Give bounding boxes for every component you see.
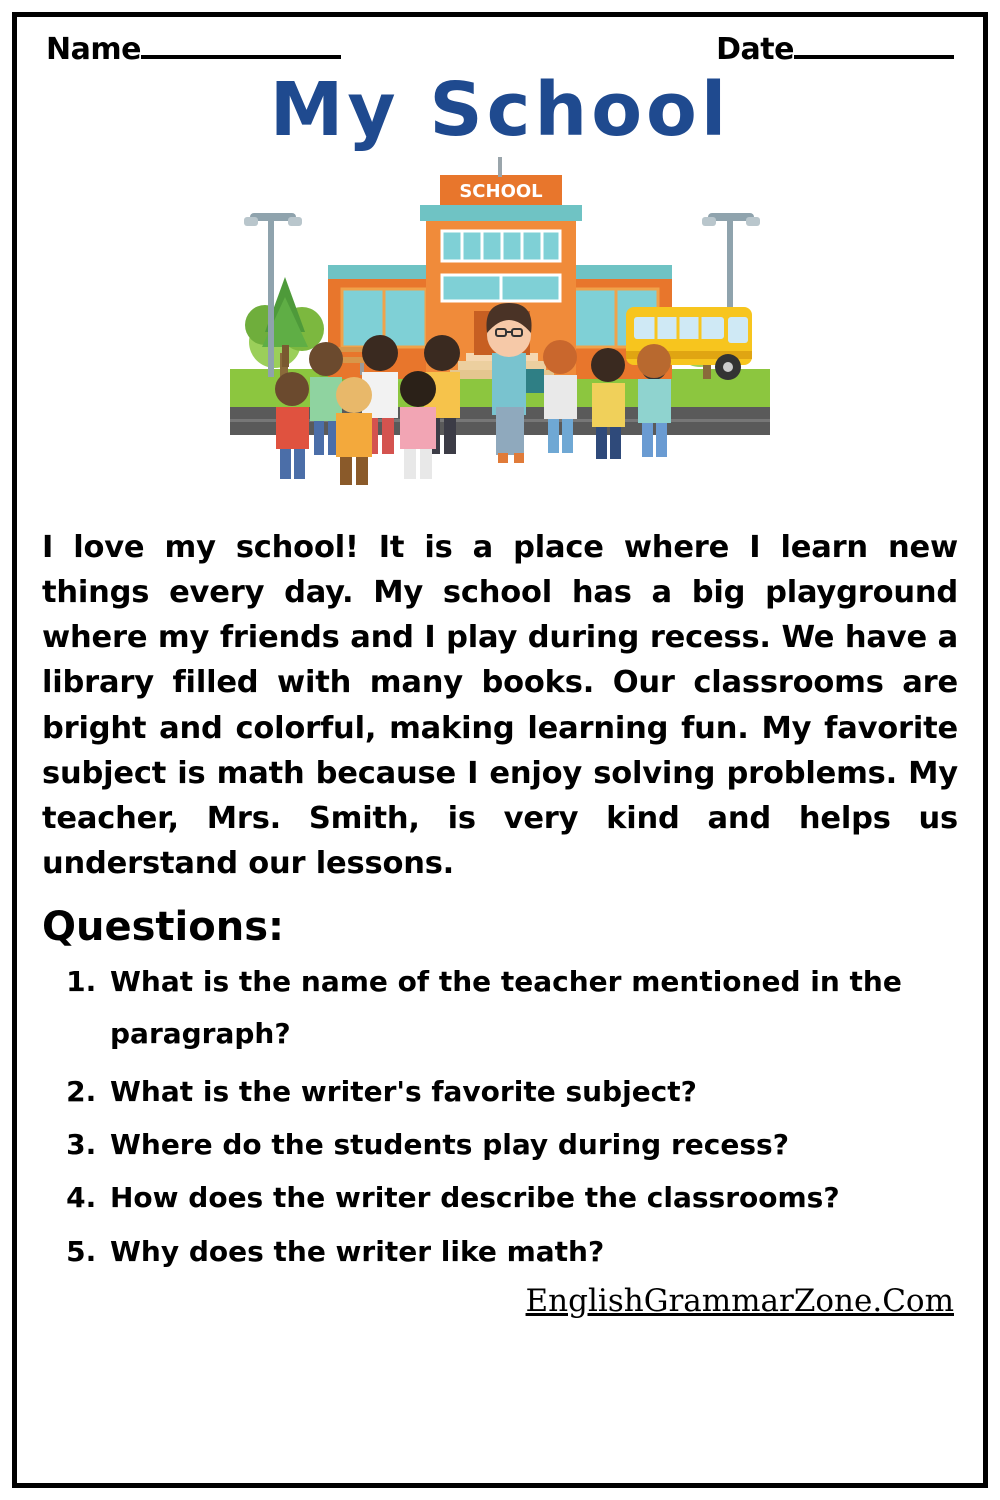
list-item: 2. What is the writer's favorite subject? xyxy=(106,1070,960,1113)
reading-paragraph: I love my school! It is a place where I learn new things every day. My school has a big playground where my friends and I play during recess. We have a library filled with many books. Our classrooms are bright and colorful, making learning fun. My favorite subject is math because I enjoy solving problems. My teacher, Mrs. Smith, is very kind and helps us understand our lessons. xyxy=(42,530,958,881)
name-blank-line[interactable] xyxy=(141,35,341,59)
list-item: 5. Why does the writer like math? xyxy=(106,1230,960,1273)
date-label: Date xyxy=(716,32,794,67)
name-label: Name xyxy=(46,32,141,67)
date-field[interactable] xyxy=(716,32,954,67)
page-content xyxy=(10,10,990,1490)
school-illustration xyxy=(230,157,770,517)
student-group-front xyxy=(275,371,436,485)
list-item: 1. What is the name of the teacher mentioned in the paragraph? xyxy=(106,956,960,1060)
site-footer[interactable]: EnglishGrammarZone.Com xyxy=(525,1283,954,1320)
list-item: 4. How does the writer describe the classrooms? xyxy=(106,1176,960,1219)
page-title: My School xyxy=(269,67,731,153)
date-blank-line[interactable] xyxy=(794,35,954,59)
questions-list xyxy=(40,956,960,1273)
name-field[interactable] xyxy=(46,32,341,67)
list-item: 3. Where do the students play during recess? xyxy=(106,1123,960,1166)
questions-heading: Questions: xyxy=(42,904,285,950)
header-row xyxy=(40,32,960,67)
svg-text:SCHOOL: SCHOOL xyxy=(459,181,543,202)
